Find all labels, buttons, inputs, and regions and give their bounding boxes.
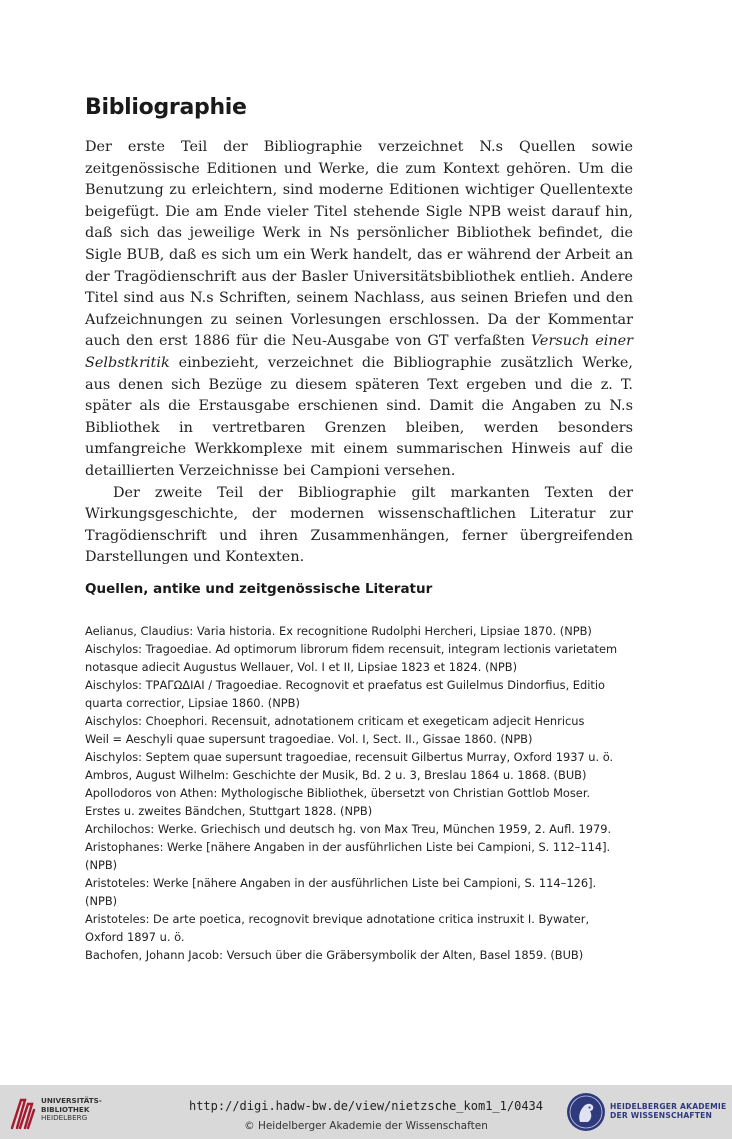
copyright-notice: © Heidelberger Akademie der Wissenschaften [244, 1120, 488, 1132]
bibliography-entry [85, 622, 637, 640]
bibliography-entry [85, 640, 637, 676]
bibliography-entry [85, 712, 637, 748]
ub-line-2: BIBLIOTHEK [41, 1104, 90, 1114]
academy-line-1: HEIDELBERGER AKADEMIE [610, 1102, 727, 1111]
bibliography-entry-line: Bachofen, Johann Jacob: Versuch über die Gräbersymbolik der Alten, Basel 1859. (BUB) [85, 948, 584, 962]
bibliography-entry-line: Aelianus, Claudius: Varia historia. Ex recognitione Rudolphi Hercheri, Lipsiae 1870. (NPB) [85, 624, 592, 638]
bibliography-entry-line: (NPB) [85, 858, 118, 872]
bibliography-entry [85, 946, 637, 964]
ub-line-1: UNIVERSITÄTS- [41, 1096, 102, 1105]
academy-seal-icon[interactable] [566, 1092, 606, 1132]
bibliography-entry-line: Aristoteles: De arte poetica, recognovit brevique adnotatione critica instruxit I. Bywater, [85, 912, 590, 926]
bibliography-entry [85, 676, 637, 712]
bibliography-entry [85, 820, 637, 838]
section-heading: Quellen, antike und zeitgenössische Literatur [85, 581, 433, 597]
bibliography-entry [85, 748, 637, 766]
bibliography-entry [85, 874, 637, 910]
bibliography-list [85, 622, 637, 964]
academy-name[interactable] [610, 1102, 726, 1121]
intro-paragraph-2: Der zweite Teil der Bibliographie gilt markanten Texten der Wirkungsgeschichte, der modernen wissenschaftlichen Literatur zur Tragödienschrift und ihren Zusammenhängen, ferner übergreifenden Darstellungen und Kontexten. [85, 484, 633, 566]
bibliography-entry-line: Aischylos: Choephori. Recensuit, adnotationem criticam et exegeticam adjecit Henricus [85, 714, 585, 728]
bibliography-entry-line: Aischylos: Tragoediae. Ad optimorum librorum fidem recensuit, integram lectionis varietatem [85, 642, 618, 656]
intro-paragraph-1 [85, 137, 633, 483]
bibliography-entry-line: Ambros, August Wilhelm: Geschichte der Musik, Bd. 2 u. 3, Breslau 1864 u. 1868. (BUB) [85, 768, 587, 782]
intro-p1-italic-title: Versuch einer Selbstkritik [85, 333, 633, 371]
intro-p1-part1: Der erste Teil der Bibliographie verzeichnet N.s Quellen sowie zeitgenössische Editionen und Werke, die zum Kontext gehören. Um die Benutzung zu erleichtern, sind moderne Editionen wichtiger Quellentexte beigefügt. Die am Ende vieler Titel stehende Sigle NPB weist darauf hin, daß sich das jeweilige Werk in Ns persönlicher Bibliothek befindet, die Sigle BUB, daß es sich um ein Werk handelt, das er während der Arbeit an der Tragödienschrift aus der Basler Universitätsbibliothek entlieh. Andere Titel sind aus N.s Schriften, seinem Nachlass, aus seinen Briefen und den Aufzeichnungen zu seinen Vorlesungen erschlossen. Da der Kommentar auch den erst 1886 für die Neu-Ausgabe von GT verfaßten [85, 139, 633, 350]
bibliography-entry-line: Aischylos: Septem quae supersunt tragoediae, recensuit Gilbertus Murray, Oxford 1937 u. ö. [85, 750, 614, 764]
academy-line-2: DER WISSENSCHAFTEN [610, 1111, 713, 1121]
bibliography-entry [85, 766, 637, 784]
bibliography-entry-line: Weil = Aeschyli quae supersunt tragoediae. Vol. I, Sect. II., Gissae 1860. (NPB) [85, 732, 533, 746]
bibliography-entry-line: quarta correctior, Lipsiae 1860. (NPB) [85, 696, 300, 710]
bibliography-entry-line: Aristoteles: Werke [nähere Angaben in der ausführlichen Liste bei Campioni, S. 114–126]. [85, 876, 597, 890]
bibliography-entry-line: (NPB) [85, 894, 118, 908]
bibliography-entry-line: notasque adiecit Augustus Wellauer, Vol. I et II, Lipsiae 1823 et 1824. (NPB) [85, 660, 518, 674]
bibliography-entry-line: Erstes u. zweites Bändchen, Stuttgart 1828. (NPB) [85, 804, 373, 818]
bibliography-entry-line: Apollodoros von Athen: Mythologische Bibliothek, übersetzt von Christian Gottlob Moser. [85, 786, 591, 800]
intro-p1-part2: einbezieht, verzeichnet die Bibliographie zusätzlich Werke, aus denen sich Bezüge zu diesem späteren Text ergeben und die z. T. später als die Erstausgabe erschienen sind. Damit die Angaben zu N.s Bibliothek in vertretbaren Grenzen bleiben, werden besonders umfangreiche Werkkomplexe mit einem summarischen Hinweis auf die detaillierten Verzeichnisse bei Campioni versehen. [85, 354, 633, 479]
bibliography-entry-line: Archilochos: Werke. Griechisch und deutsch hg. von Max Treu, München 1959, 2. Aufl. 1979. [85, 822, 612, 836]
bibliography-entry [85, 838, 637, 874]
page-title: Bibliographie [85, 95, 247, 120]
bibliography-entry [85, 784, 637, 820]
bibliography-entry-line: Aischylos: ΤΡΑΓΩΔΙΑΙ / Tragoediae. Recognovit et praefatus est Guilelmus Dindorfius, Editio [85, 678, 605, 692]
footer-bar [0, 1085, 732, 1139]
intro-text [85, 137, 633, 569]
bibliography-entry [85, 910, 637, 946]
bibliography-entry-line: Aristophanes: Werke [nähere Angaben in der ausführlichen Liste bei Campioni, S. 112–114]. [85, 840, 611, 854]
bibliography-entry-line: Oxford 1897 u. ö. [85, 930, 185, 944]
digitization-url[interactable]: http://digi.hadw-bw.de/view/nietzsche_kom1_1/0434 [188, 1099, 543, 1113]
ub-line-3: HEIDELBERG [41, 1113, 88, 1123]
